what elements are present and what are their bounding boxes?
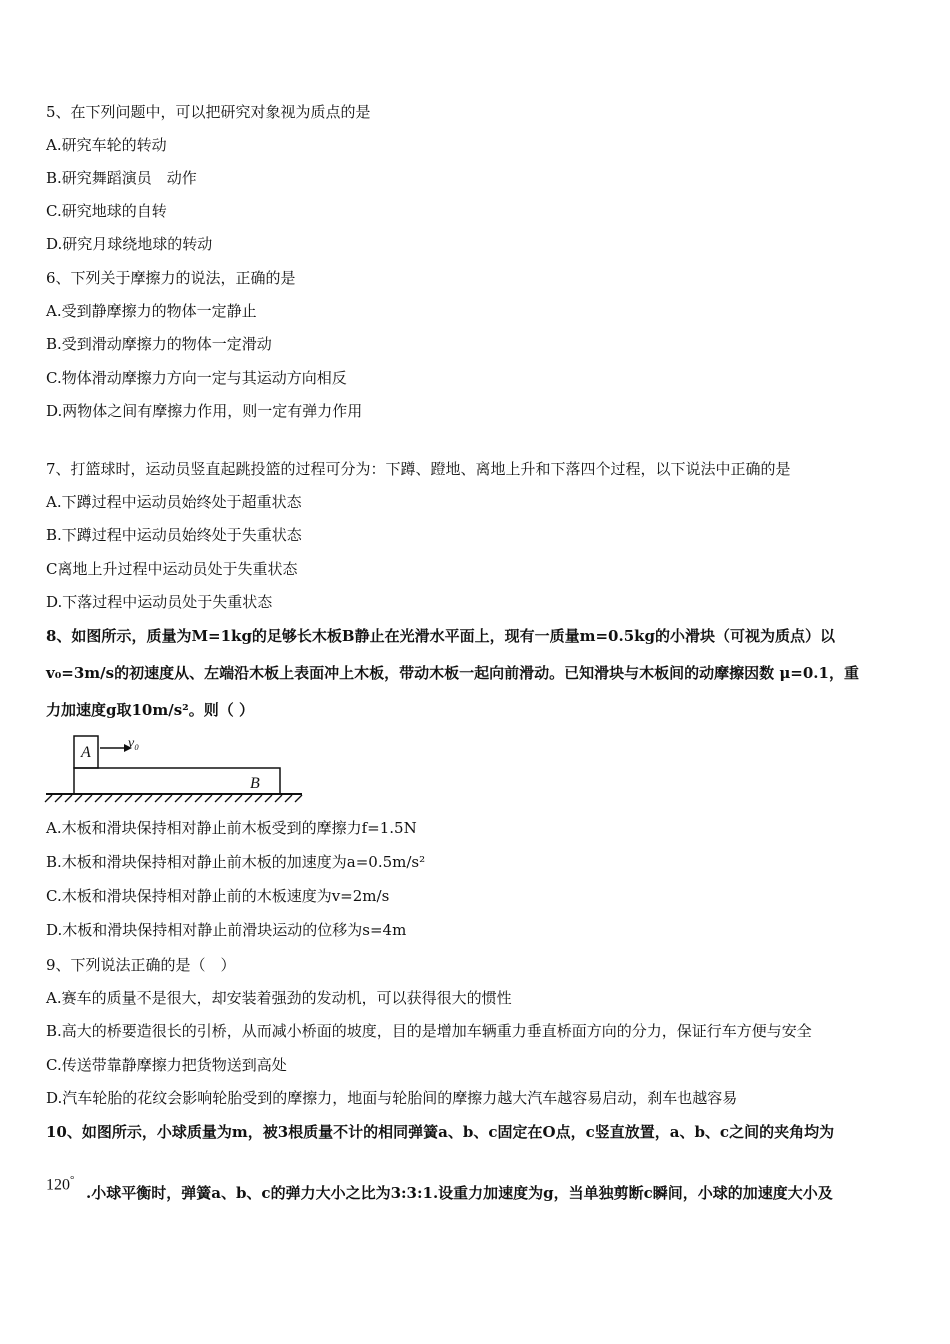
question-10-stem-line-2: .小球平衡时，弹簧a、b、c的弹力大小之比为3:3:1.设重力加速度为g，当单独剪断c瞬间，小球的加速度大小及	[86, 1184, 833, 1202]
question-9-option-a: A.赛车的质量不是很大，却安装着强劲的发动机，可以获得很大的惯性	[46, 989, 512, 1007]
question-9-option-b: B.高大的桥要造很长的引桥，从而减小桥面的坡度，目的是增加车辆重力垂直桥面方向的分力，保证行车方便与安全	[46, 1022, 812, 1040]
question-9-option-d: D.汽车轮胎的花纹会影响轮胎受到的摩擦力，地面与轮胎间的摩擦力越大汽车越容易启动，刹车也越容易	[46, 1089, 738, 1107]
question-8-stem-line-2: v₀=3m/s的初速度从、左端沿木板上表面冲上木板，带动木板一起向前滑动。已知滑块与木板间的动摩擦因数 μ=0.1，重	[46, 664, 859, 682]
question-8-option-a: A.木板和滑块保持相对静止前木板受到的摩擦力f=1.5N	[46, 819, 417, 837]
question-7-stem: 7、打篮球时，运动员竖直起跳投篮的过程可分为：下蹲、蹬地、离地上升和下落四个过程，以下说法中正确的是	[46, 460, 791, 478]
question-6-option-d: D.两物体之间有摩擦力作用，则一定有弹力作用	[46, 402, 363, 420]
question-10-stem-line-1: 10、如图所示，小球质量为m，被3根质量不计的相同弹簧a、b、c固定在O点，c竖直放置，a、b、c之间的夹角均为	[46, 1123, 835, 1141]
question-6-option-a: A.受到静摩擦力的物体一定静止	[46, 302, 257, 320]
question-7-option-b: B.下蹲过程中运动员始终处于失重状态	[46, 526, 302, 544]
question-8-option-b: B.木板和滑块保持相对静止前木板的加速度为a=0.5m/s²	[46, 853, 426, 871]
degree-symbol: °	[70, 1174, 75, 1186]
velocity-label: v₀	[128, 736, 140, 751]
question-6-option-c: C.物体滑动摩擦力方向一定与其运动方向相反	[46, 369, 347, 387]
angle-value	[46, 1170, 74, 1195]
question-8-stem-line-1: 8、如图所示，质量为M=1kg的足够长木板B静止在光滑水平面上，现有一质量m=0.5kg的小滑块（可视为质点）以	[46, 627, 836, 645]
question-8-option-d: D.木板和滑块保持相对静止前滑块运动的位移为s=4m	[46, 921, 407, 939]
question-7-option-d: D.下落过程中运动员处于失重状态	[46, 593, 273, 611]
question-8-stem-line-3: 力加速度g取10m/s²。则（ ）	[46, 701, 254, 719]
question-5-option-a: A.研究车轮的转动	[46, 136, 167, 154]
question-6-stem: 6、下列关于摩擦力的说法，正确的是	[46, 269, 296, 287]
question-5-option-b: B.研究舞蹈演员 动作	[46, 169, 197, 187]
question-5-option-c: C.研究地球的自转	[46, 202, 167, 220]
question-5-option-d: D.研究月球绕地球的转动	[46, 235, 213, 253]
question-7-option-c: C离地上升过程中运动员处于失重状态	[46, 560, 298, 578]
board-b-label: B	[250, 775, 260, 792]
ground-hatching	[45, 795, 302, 802]
question-7-option-a: A.下蹲过程中运动员始终处于超重状态	[46, 493, 302, 511]
question-9-stem: 9、下列说法正确的是（ ）	[46, 956, 236, 974]
question-8-option-c: C.木板和滑块保持相对静止前的木板速度为v=2m/s	[46, 887, 390, 905]
block-a-label: A	[81, 744, 91, 761]
angle-number: 120	[46, 1176, 70, 1194]
question-5-stem: 5、在下列问题中，可以把研究对象视为质点的是	[46, 103, 371, 121]
question-9-option-c: C.传送带靠静摩擦力把货物送到高处	[46, 1056, 287, 1074]
question-6-option-b: B.受到滑动摩擦力的物体一定滑动	[46, 335, 272, 353]
board-block-diagram	[44, 732, 306, 806]
